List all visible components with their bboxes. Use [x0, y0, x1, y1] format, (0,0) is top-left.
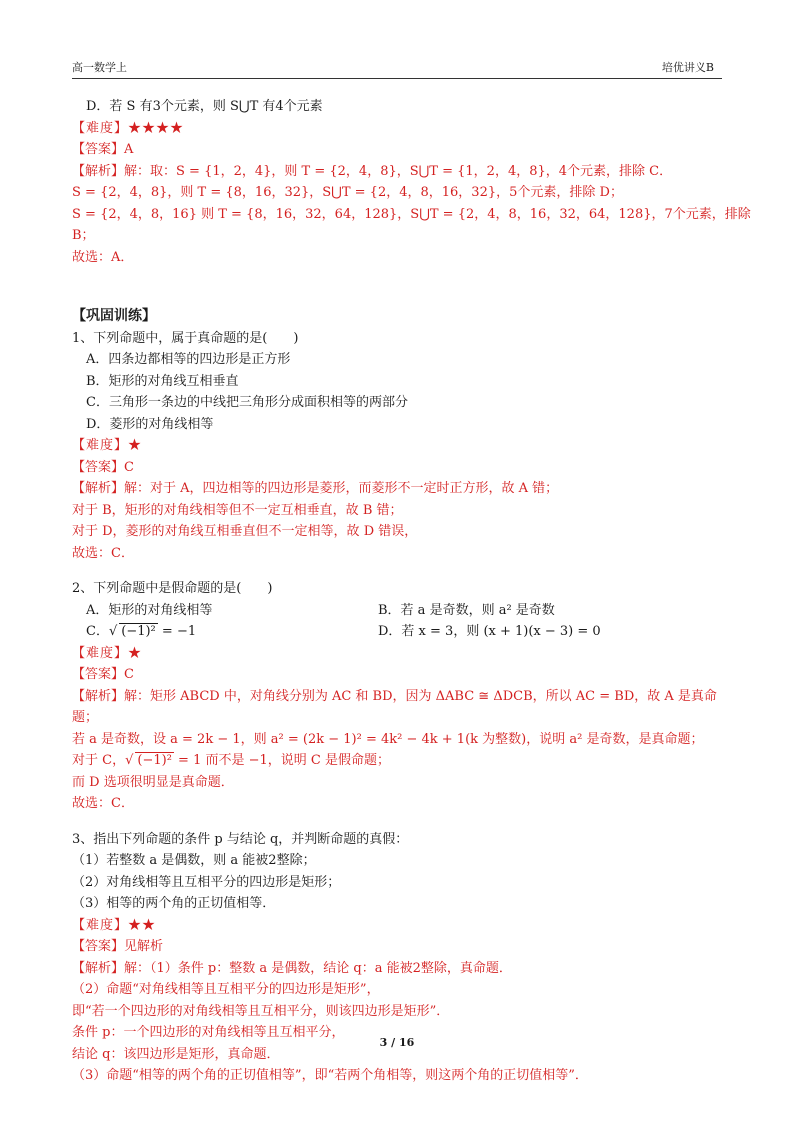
answer: 【答案】见解析	[72, 939, 164, 954]
explanation-line: S = {2，4，8}，则 T = {8，16，32}，S⋃T = {2，4，8，16，32}，5个元素，排除 D；	[72, 185, 623, 200]
option-c: C．√ (−1)² = −1	[86, 624, 197, 639]
option-a: A．矩形的对角线相等	[86, 602, 213, 618]
difficulty: 【难度】★	[72, 645, 143, 661]
explanation-line: 【解析】解：矩形 ABCD 中，对角线分别为 AC 和 BD，因为 ΔABC ≅ ΔDCB，所以 AC = BD，故 A 是真命	[72, 688, 717, 704]
option-d: D．若 x = 3，则 (x + 1)(x − 3) = 0	[378, 624, 601, 639]
answer: 【答案】C	[72, 667, 134, 682]
explanation-line: 题；	[72, 710, 99, 725]
explanation-line: 对于 B，矩形的对角线相等但不一定互相垂直，故 B 错；	[72, 502, 403, 518]
question-2: 2、下列命题中是假命题的是( )	[72, 581, 273, 596]
explanation-line: 若 a 是奇数，设 a = 2k − 1，则 a² = (2k − 1)² = 4k² − 4k + 1(k 为整数)，说明 a² 是奇数，是真命题；	[72, 731, 704, 747]
radical: (−1)²	[121, 624, 156, 639]
explanation-line: 【解析】解：取：S = {1，2，4}，则 T = {2，4，8}，S⋃T = {1，2，4，8}，4个元素，排除 C．	[72, 163, 673, 179]
option-d: D．菱形的对角线相等	[86, 416, 214, 432]
document-body	[72, 96, 751, 1087]
explanation-line: B；	[72, 228, 95, 243]
option-c: C．三角形一条边的中线把三角形分成面积相等的两部分	[86, 395, 408, 410]
difficulty: 【难度】★★★★	[72, 120, 185, 136]
options-row	[72, 600, 732, 622]
header-series: 培优讲义B	[661, 61, 714, 74]
option-a: A．四条边都相等的四边形是正方形	[86, 352, 291, 367]
explanation-line: 即“若一个四边形的对角线相等且互相平分，则该四边形是矩形”．	[72, 1003, 450, 1019]
sub-question: （2）对角线相等且互相平分的四边形是矩形；	[72, 874, 341, 890]
selection: 故选：C．	[72, 796, 134, 811]
option-d: D．若 S 有3个元素，则 S⋃T 有4个元素	[86, 99, 323, 114]
sub-question: （1）若整数 a 是偶数，则 a 能被2整除；	[72, 853, 316, 868]
difficulty: 【难度】★	[72, 438, 143, 453]
explanation-line: S = {2，4，8，16} 则 T = {8，16，32，64，128}，S⋃T = {2，4，8，16，32，64，128}，7个元素，排除	[72, 206, 751, 222]
page-header	[72, 58, 722, 79]
explanation-line: 条件 p：一个四边形的对角线相等且互相平分，	[72, 1025, 345, 1040]
explanation-line: 【解析】解：（1）条件 p：整数 a 是偶数，结论 q：a 能被2整除，真命题．	[72, 960, 512, 976]
option-b: B．矩形的对角线互相垂直	[86, 373, 239, 389]
answer: 【答案】C	[72, 459, 134, 475]
explanation-line: 结论 q：该四边形是矩形，真命题．	[72, 1046, 280, 1062]
question-3: 3、指出下列命题的条件 p 与结论 q，并判断命题的真假：	[72, 831, 409, 847]
explanation-line: 对于 C，√ (−1)² = 1 而不是 −1，说明 C 是假命题；	[72, 753, 390, 768]
header-course: 高一数学上	[72, 61, 127, 74]
explanation-line: （3）命题“相等的两个角的正切值相等”，即“若两个角相等，则这两个角的正切值相等”．	[72, 1068, 588, 1083]
difficulty: 【难度】★★	[72, 917, 157, 933]
question-1: 1、下列命题中，属于真命题的是( )	[72, 330, 299, 346]
explanation-line: 对于 D，菱形的对角线互相垂直但不一定相等，故 D 错误，	[72, 524, 418, 539]
selection: 故选：C．	[72, 545, 134, 561]
radical: (−1)²	[137, 753, 172, 768]
explanation-line: 【解析】解：对于 A，四边相等的四边形是菱形，而菱形不一定时正方形，故 A 错；	[72, 481, 559, 496]
section-title: 【巩固训练】	[72, 308, 156, 324]
sub-question: （3）相等的两个角的正切值相等．	[72, 896, 276, 911]
options-row	[72, 621, 732, 643]
explanation-line: 而 D 选项很明显是真命题．	[72, 774, 234, 790]
selection: 故选：A．	[72, 249, 134, 265]
page-number: 3 / 16	[379, 1036, 415, 1049]
option-b: B．若 a 是奇数，则 a² 是奇数	[378, 602, 555, 618]
explanation-line: （2）命题“对角线相等且互相平分的四边形是矩形”，	[72, 982, 380, 997]
answer: 【答案】A	[72, 142, 134, 157]
